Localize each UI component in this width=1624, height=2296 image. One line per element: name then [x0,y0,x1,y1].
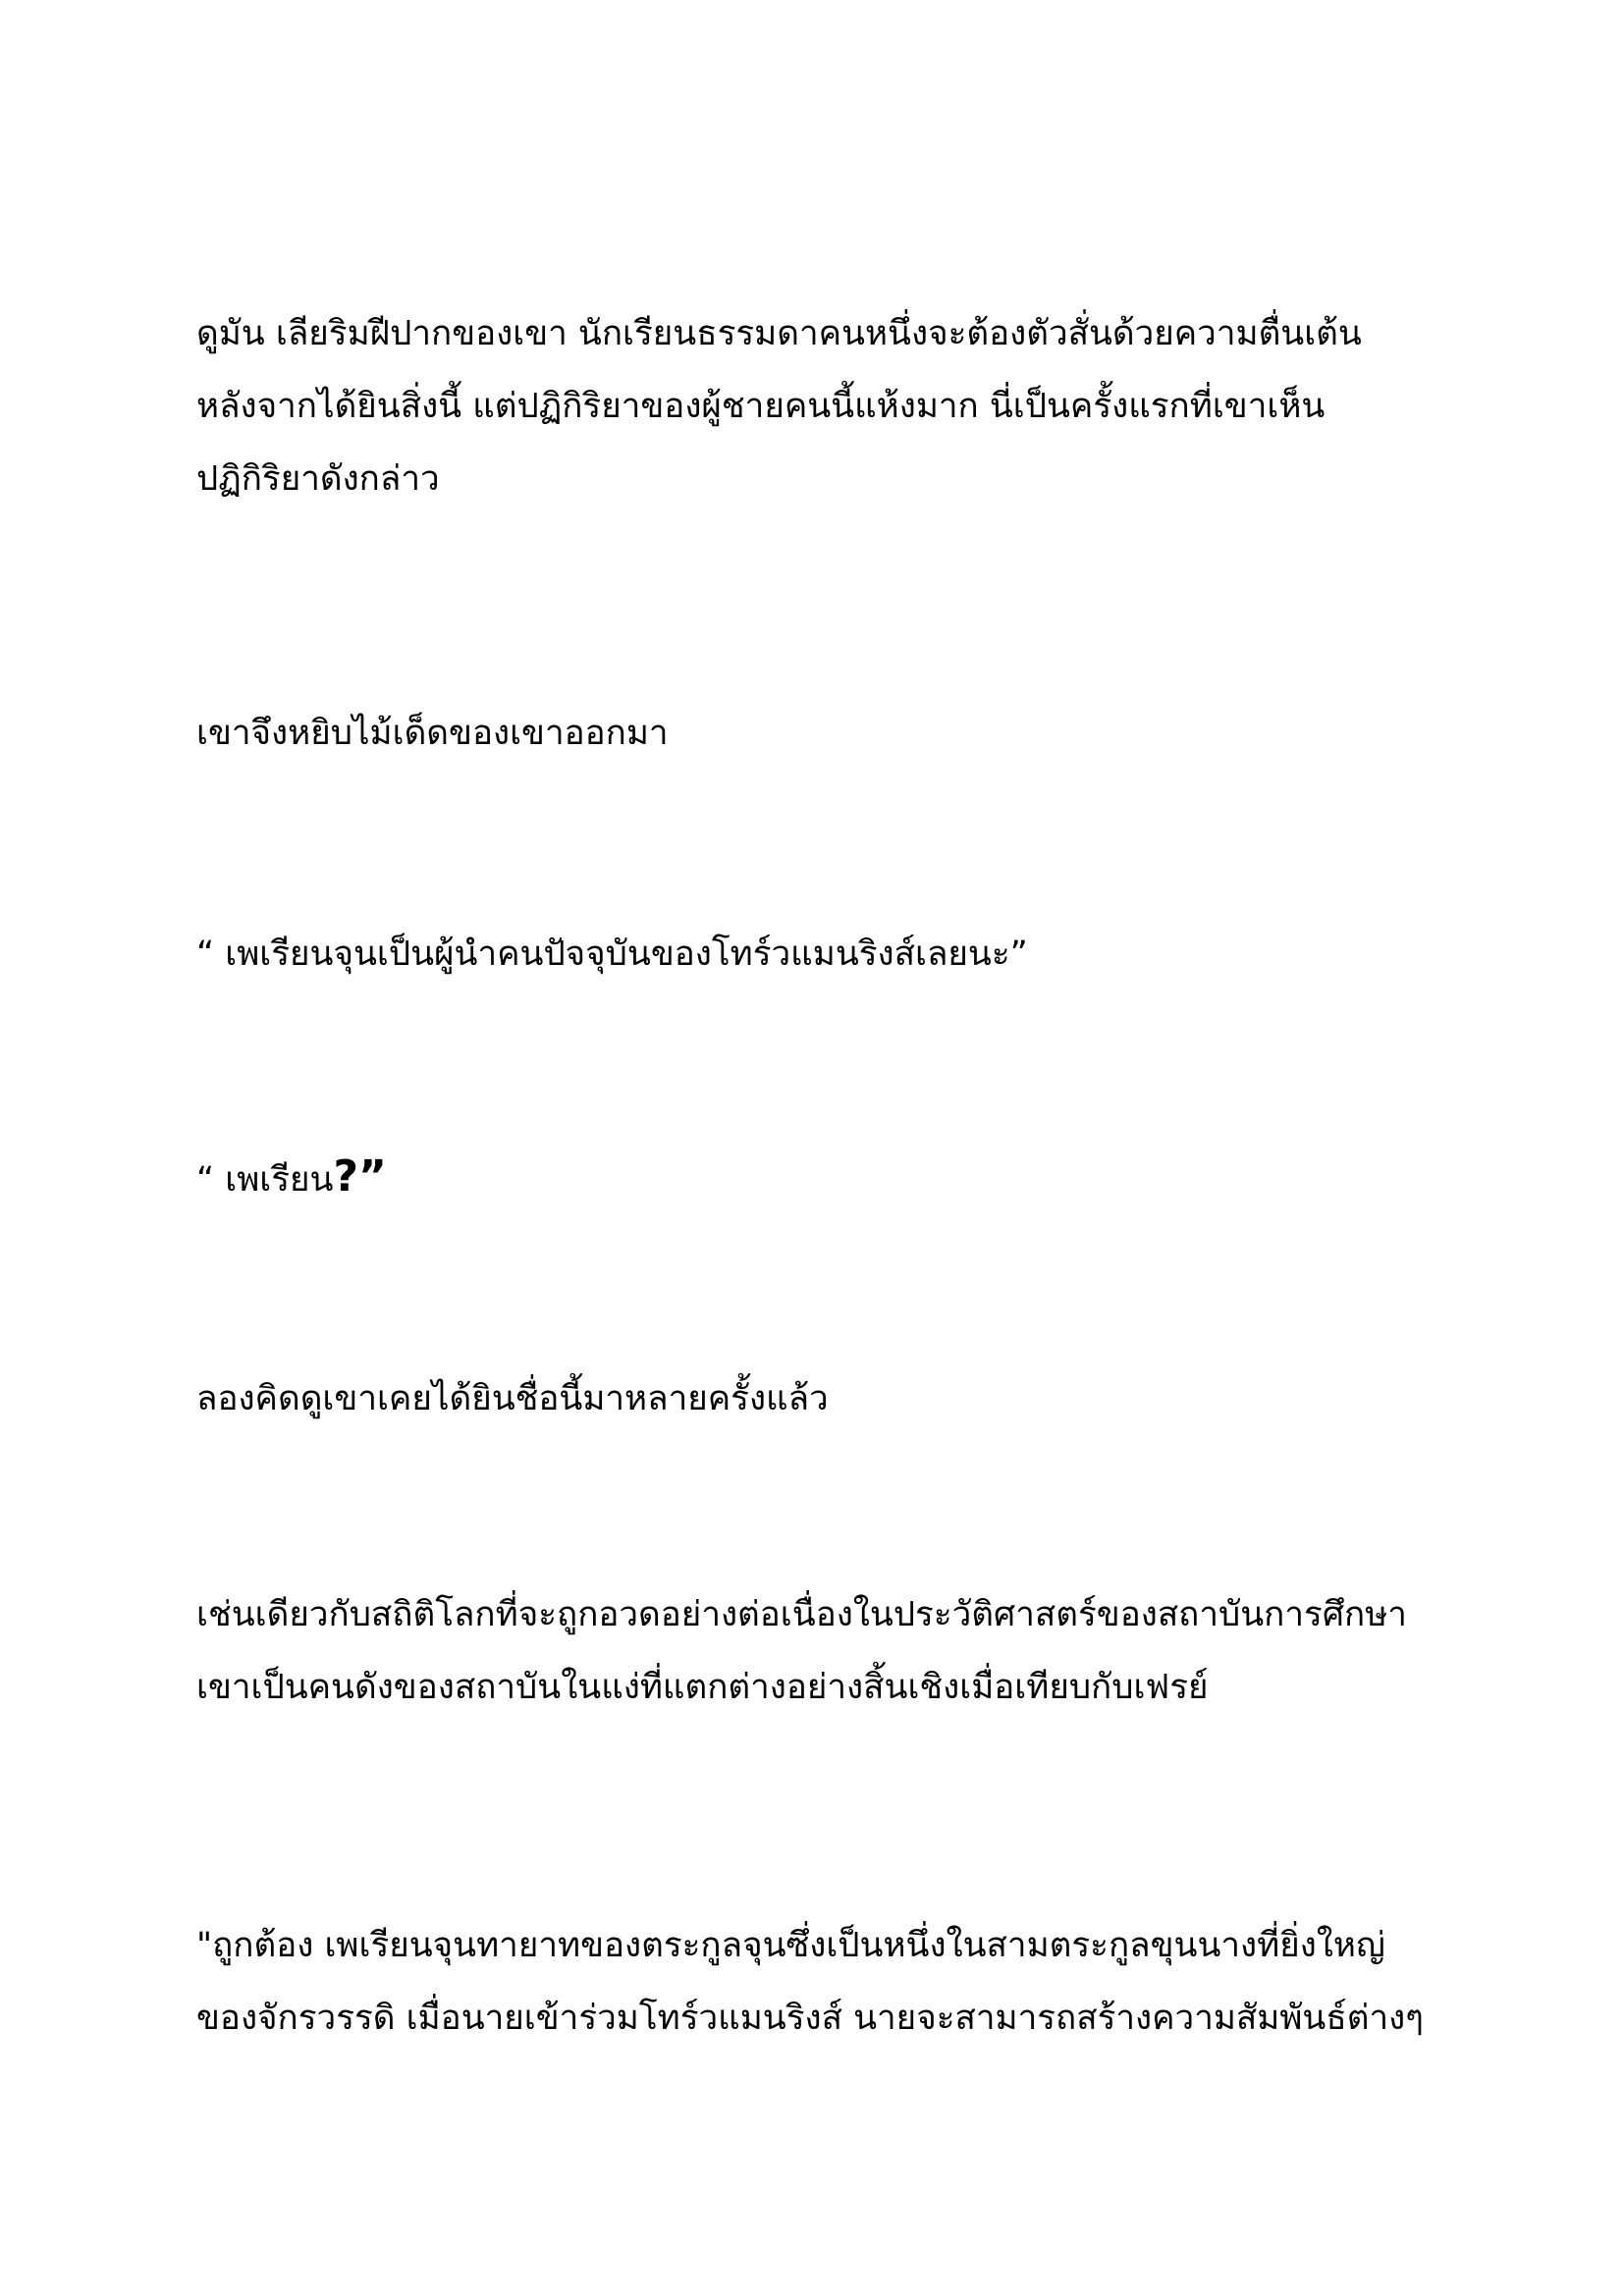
dialogue-line: “ เพเรียนจุนเป็นผู้นำคนปัจจุบันของโทร์วแมนริงส์เลยนะ” [196,934,1028,974]
paragraph-line: เช่นเดียวกับสถิติโลกที่จะถูกอวดอย่างต่อเนื่องในประวัติศาสตร์ของสถาบันการศึกษา [196,1595,1407,1634]
paragraph-3 [196,918,1473,990]
dialogue-line: ของจักรวรรดิ เมื่อนายเข้าร่วมโทร์วแมนริงส์ นายจะสามารถสร้างความสัมพันธ์ต่างๆ [196,1999,1424,2038]
dialogue-text: “ เพเรียน [196,1160,334,1200]
paragraph-line: เขาเป็นคนดังของสถาบันในแง่ที่แตกต่างอย่างสิ้นเชิงเมื่อเทียบกับเฟรย์ [196,1668,1209,1707]
paragraph-line: ดูมัน เลียริมฝีปากของเขา นักเรียนธรรมดาคนหนึ่งจะต้องตัวสั่นด้วยความตื่นเต้น [196,314,1362,353]
paragraph-line: เขาจึงหยิบไม้เด็ดของเขาออกมา [196,714,669,753]
dialogue-line [196,1141,1473,1213]
paragraph-7 [196,1909,1473,2055]
paragraph-1 [196,297,1473,515]
paragraph-6 [196,1578,1473,1724]
dialogue-line: "ถูกต้อง เพเรียนจุนทายาทของตระกูลจุนซึ่งเป็นหนึ่งในสามตระกูลขุนนางที่ยิ่งใหญ่ [196,1926,1385,1965]
paragraph-4 [196,1141,1473,1213]
paragraph-5 [196,1362,1473,1435]
paragraph-line: ปฏิกิริยาดังกล่าว [196,459,440,499]
paragraph-line: หลังจากได้ยินสิ่งนี้ แต่ปฏิกิริยาของผู้ชายคนนี้แห้งมาก นี่เป็นครั้งแรกที่เขาเห็น [196,387,1326,426]
question-mark-quote: ?” [333,1151,387,1201]
paragraph-2 [196,697,1473,770]
paragraph-line: ลองคิดดูเขาเคยได้ยินชื่อนี้มาหลายครั้งแล้ว [196,1379,829,1418]
